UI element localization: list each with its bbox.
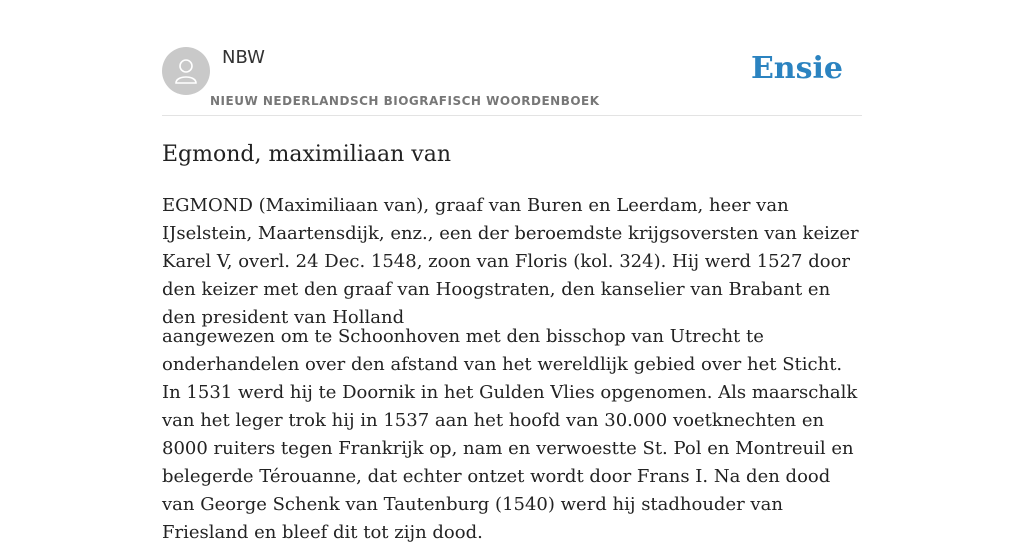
article-paragraph-2: aangewezen om te Schoonhoven met den bisschop van Utrecht te onderhandelen over den afstand van het wereldlijk gebied over het Sticht. In 1531 werd hij te Doornik in het Gulden Vlies opgenomen. Als maarschalk van het leger trok hij in 1537 aan het hoofd van 30.000 voetknechten en 8000 ruiters tegen Frankrijk op, nam en verwoestte St. Pol en Montreuil en belegerde Térouanne, dat echter ontzet wordt door Frans I. Na den dood van George Schenk van Tautenburg (1540) werd hij stadhouder van Friesland en bleef dit tot zijn dood. bbox=[162, 326, 858, 543]
user-icon bbox=[171, 56, 201, 86]
header bbox=[162, 0, 862, 116]
author-name[interactable]: NBW bbox=[222, 47, 265, 68]
ensie-logo[interactable]: Ensie bbox=[750, 51, 843, 86]
page-title: Egmond, maximiliaan van bbox=[162, 142, 451, 167]
avatar[interactable] bbox=[162, 47, 210, 95]
article-paragraph-1: EGMOND (Maximiliaan van), graaf van Buren en Leerdam, heer van IJselstein, Maartensdijk, enz., een der beroemdste krijgsoversten van keizer Karel V, overl. 24 Dec. 1548, zoon van Floris (kol. 324). Hij werd 1527 door den keizer met den graaf van Hoogstraten, den kanselier van Brabant en den president van Holland bbox=[162, 195, 859, 328]
source-name[interactable]: NIEUW NEDERLANDSCH BIOGRAFISCH WOORDENBOEK bbox=[210, 94, 600, 108]
